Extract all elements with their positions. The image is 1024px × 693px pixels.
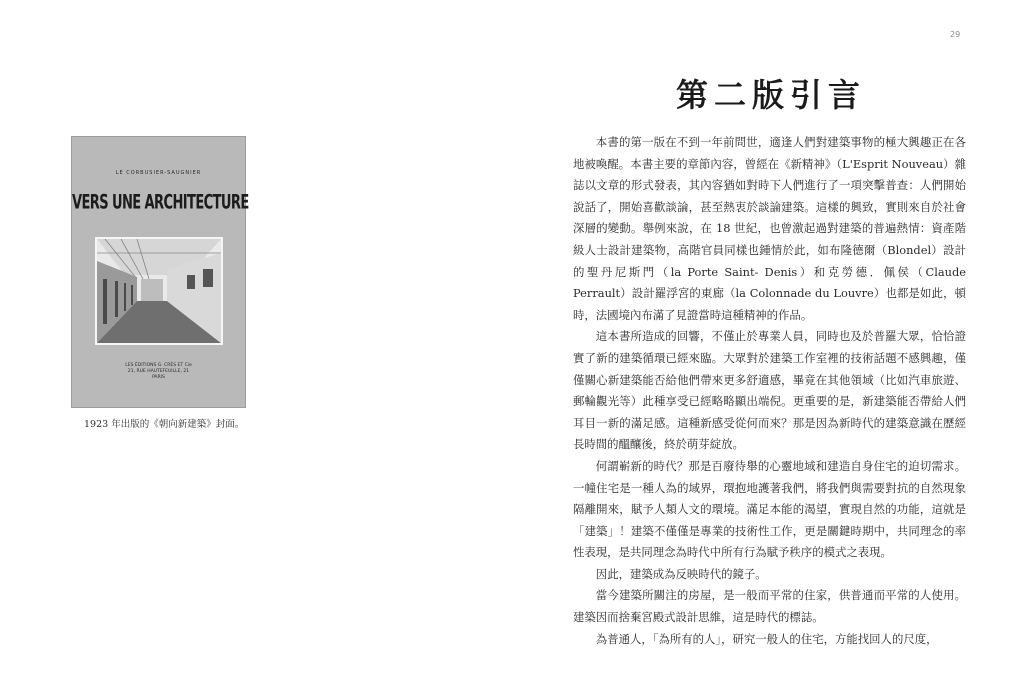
cover-author: LE CORBUSIER-SAUGNIER	[115, 170, 202, 176]
cover-publisher	[72, 363, 245, 381]
cover-title: VERS UNE ARCHITECTURE	[72, 192, 249, 214]
paragraph: 為普通人，「為所有的人」，研究一般人的住宅，方能找回人的尺度，	[595, 631, 938, 646]
cover-photo-corridor	[95, 237, 223, 345]
paragraph: 何謂嶄新的時代？那是百廢待舉的心靈地域和建造自身住宅的迫切需求。一幢住宅是一種人為的域界，環抱地護著我們，將我們與需要對抗的自然現象隔離開來，賦予人類人文的環境。滿足本能的渴望，實現自然的功能，這就是「建築」！建築不僅僅是專業的技術性工作，更是關鍵時期中，共同理念的率性表現，是共同理念為時代中所有行為賦予秩序的模式之表現。	[573, 458, 966, 560]
corridor-illustration	[97, 239, 221, 343]
body-text	[573, 132, 966, 650]
cover-publisher-line: LES ÉDITIONS G. CRÈS ET Cie	[125, 363, 192, 368]
chapter-title: 第二版引言	[676, 76, 867, 114]
paragraph: 本書的第一版在不到一年前問世，適逢人們對建築事物的極大興趣正在各地被喚醒。本書主要的章節內容，曾經在《新精神》（L'Esprit Nouveau）雜誌以文章的形式發表，其內容猶如對時下人們進行了一項突擊普查：人們開始說話了，開始喜歡談論，甚至熱衷於談論建築。這樣的興致，實則來自於社會深層的變動。舉例來說，在 18 世紀，也曾激起過對建築的普遍熱情：資產階級人士設計建築物，高階官員同樣也鍾情於此，如布隆德爾（Blondel）設計的聖丹尼斯門（la Porte Saint- Denis）和克勞德．佩侯（Claude Perrault）設計羅浮宮的東廊（la Colonnade du Louvre）也都是如此，頓時，法國境內布滿了見證當時這種精神的作品。	[573, 135, 966, 322]
page-number: 29	[950, 30, 961, 39]
cover-publisher-line: 21, RUE HAUTEFEUILLE, 21	[127, 369, 190, 374]
cover-publisher-line: PARIS	[152, 375, 165, 380]
figure-caption: 1923 年出版的《朝向新建築》封面。	[84, 419, 245, 430]
paragraph: 當今建築所關注的房屋，是一般而平常的住家，供普通而平常的人使用。建築因而捨棄宮殿式設計思維，這是時代的標誌。	[573, 588, 966, 625]
paragraph: 因此，建築成為反映時代的鏡子。	[595, 566, 767, 581]
paragraph: 這本書所造成的回響，不僅止於專業人員，同時也及於普羅大眾，恰恰證實了新的建築循環已經來臨。大眾對於建築工作室裡的技術話題不感興趣，僅僅關心新建築能否給他們帶來更多舒適感，畢竟在其他領域（比如汽車旅遊、郵輪觀光等）此種享受已經略略顯出端倪。更重要的是，新建築能否帶給人們耳目一新的滿足感。這種新感受從何而來？那是因為新時代的建築意識在歷經長時間的醞釀後，終於萌芽綻放。	[573, 329, 966, 452]
book-cover-image	[71, 136, 249, 408]
